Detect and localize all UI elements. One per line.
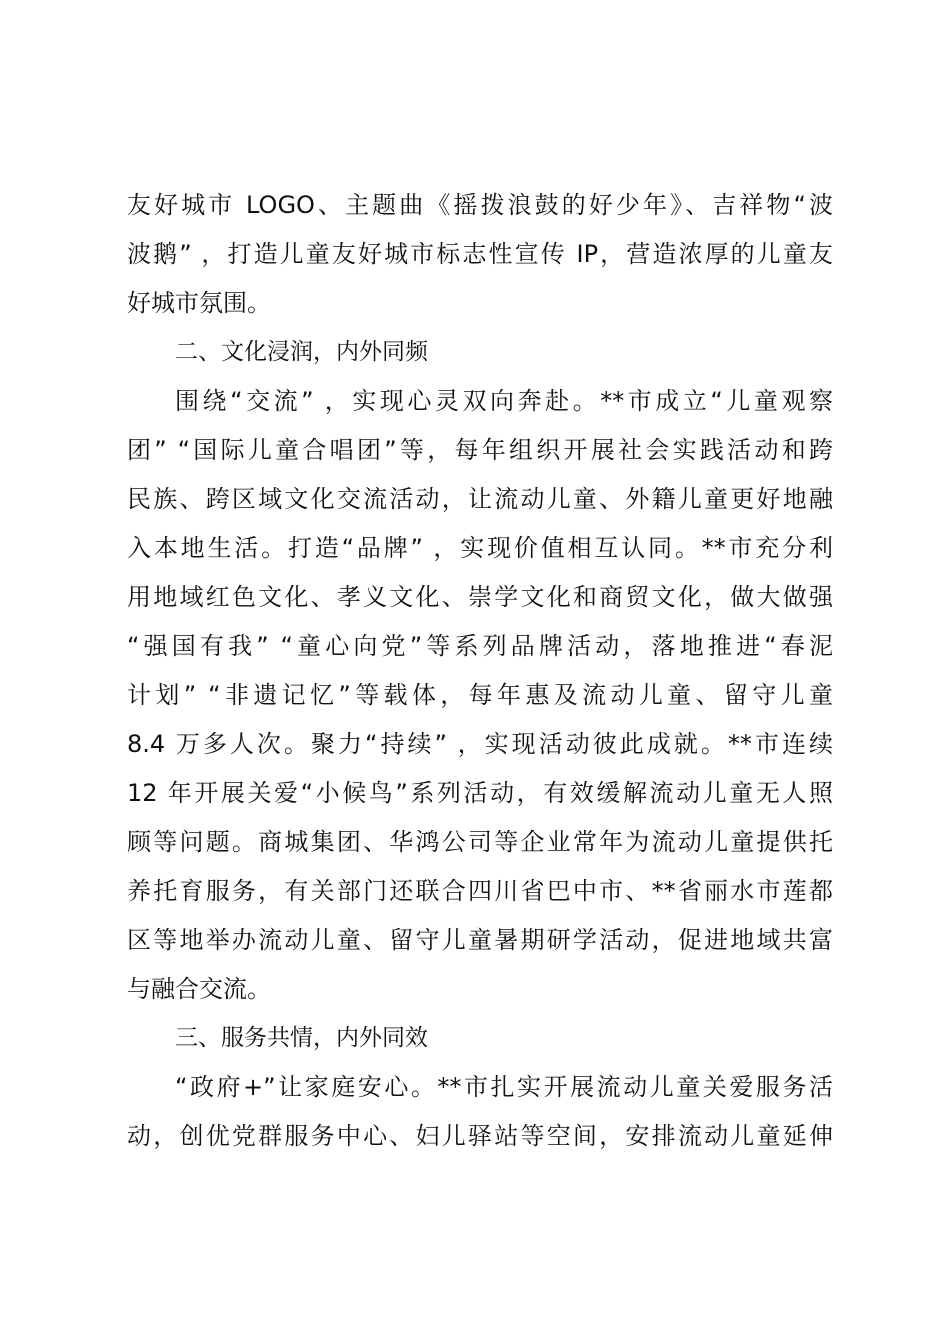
paragraph-line: 与融合交流。 — [127, 975, 271, 1003]
paragraph-line: 计划” “非遗记忆”等载体，每年惠及流动儿童、留守儿童 — [127, 681, 833, 709]
paragraph-line: 动，创优党群服务中心、妇儿驿站等空间，安排流动儿童延伸 — [127, 1122, 833, 1150]
paragraph-line: “强国有我” “童心向党”等系列品牌活动，落地推进“春泥 — [127, 632, 833, 660]
paragraph-line: 顾等问题。商城集团、华鸿公司等企业常年为流动儿童提供托 — [127, 828, 833, 856]
paragraph-line: 波鹅” ，打造儿童友好城市标志性宣传 IP，营造浓厚的儿童友 — [127, 240, 833, 268]
paragraph-line: 入本地生活。打造“品牌” ，实现价值相互认同。**市充分利 — [127, 534, 833, 562]
paragraph-line: 友好城市 LOGO、主题曲《摇拨浪鼓的好少年》、吉祥物“波 — [127, 191, 833, 219]
paragraph-line: 团” “国际儿童合唱团”等，每年组织开展社会实践活动和跨 — [127, 436, 833, 464]
paragraph-line: 用地域红色文化、孝义文化、崇学文化和商贸文化，做大做强 — [127, 583, 833, 611]
document-body — [127, 181, 833, 1161]
paragraph-line: 好城市氛围。 — [127, 289, 271, 317]
paragraph-line: 12 年开展关爱“小候鸟”系列活动，有效缓解流动儿童无人照 — [127, 779, 833, 807]
paragraph-line: 民族、跨区域文化交流活动，让流动儿童、外籍儿童更好地融 — [127, 485, 833, 513]
section-heading: 二、文化浸润，内外同频 — [175, 339, 428, 365]
paragraph-line: “政府+”让家庭安心。**市扎实开展流动儿童关爱服务活 — [175, 1073, 833, 1101]
paragraph-line: 围绕“交流” ，实现心灵双向奔赴。**市成立“儿童观察 — [175, 387, 833, 415]
section-heading: 三、服务共情，内外同效 — [175, 1025, 428, 1051]
paragraph-line: 8.4 万多人次。聚力“持续” ，实现活动彼此成就。**市连续 — [127, 730, 833, 758]
paragraph-line: 区等地举办流动儿童、留守儿童暑期研学活动，促进地域共富 — [127, 926, 833, 954]
paragraph-line: 养托育服务，有关部门还联合四川省巴中市、**省丽水市莲都 — [127, 877, 833, 905]
